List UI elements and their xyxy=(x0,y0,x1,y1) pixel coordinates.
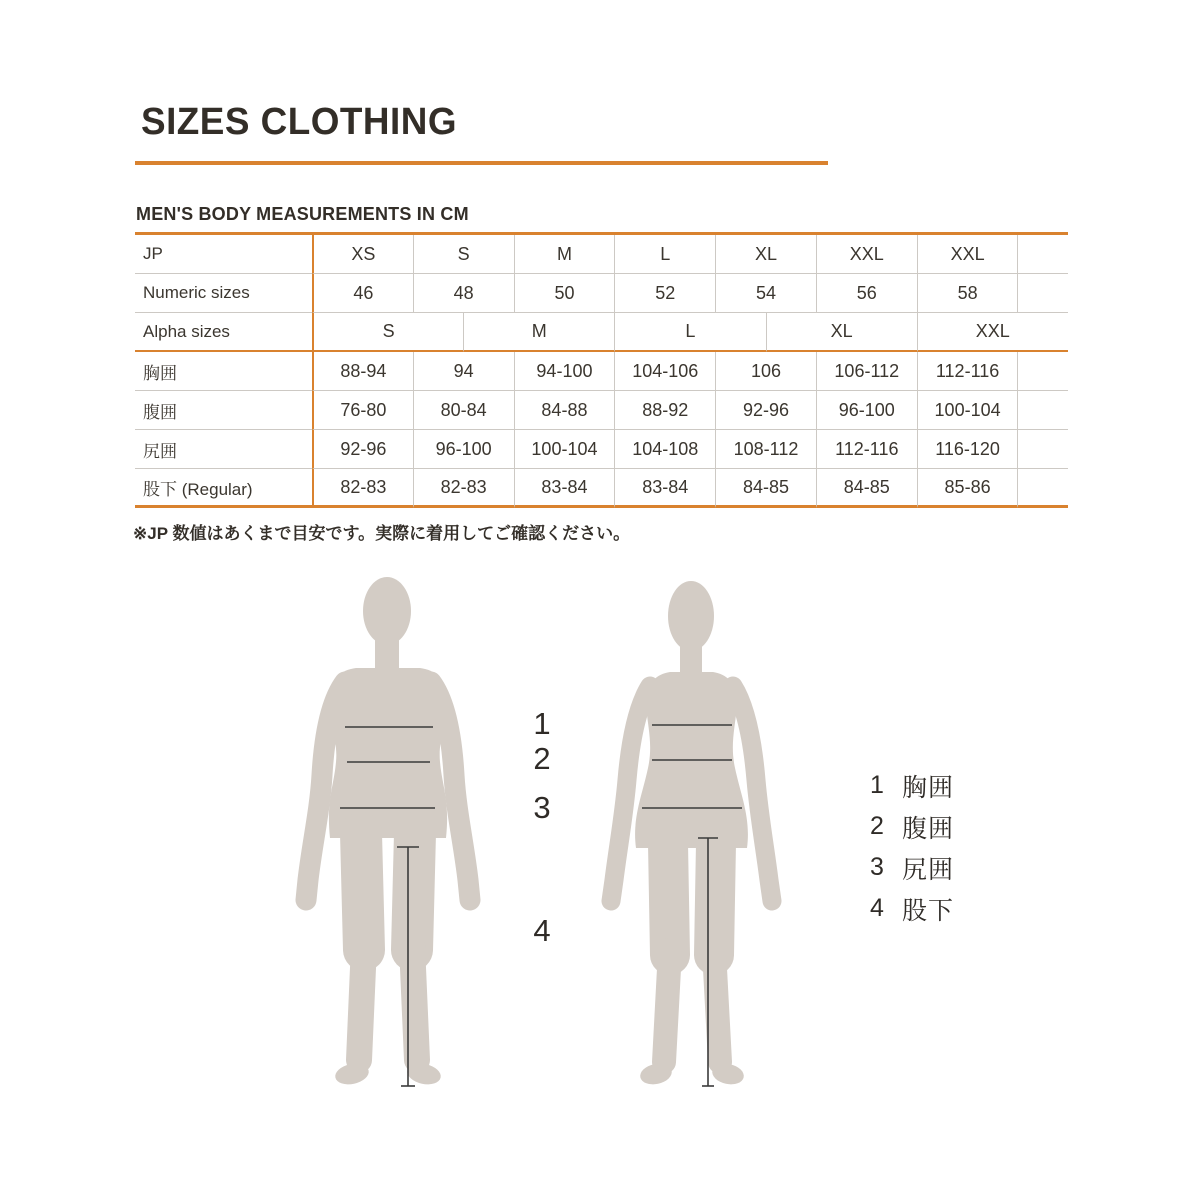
pointer-number-3: 3 xyxy=(533,790,551,825)
measure-cell: 104-108 xyxy=(614,430,715,469)
measure-cell: 83-84 xyxy=(514,469,615,508)
size-cell: 48 xyxy=(413,274,514,313)
row-label-jp: JP xyxy=(135,235,312,274)
pointer-number-2: 2 xyxy=(533,741,551,776)
size-cell: 50 xyxy=(514,274,615,313)
size-cell: L xyxy=(614,313,765,352)
size-cell: XXL xyxy=(917,235,1018,274)
row-label-alpha-sizes: Alpha sizes xyxy=(135,313,312,352)
measure-cell: 96-100 xyxy=(816,391,917,430)
empty-cell xyxy=(1017,235,1067,274)
measure-cell: 88-94 xyxy=(312,352,413,391)
page-title: SIZES CLOTHING xyxy=(141,101,458,143)
row-label-waist: 腹囲 xyxy=(135,391,312,430)
measure-cell: 84-88 xyxy=(514,391,615,430)
jp-size-note: ※JP 数値はあくまで目安です。実際に着用してご確認ください。 xyxy=(133,524,631,543)
measure-cell: 85-86 xyxy=(917,469,1018,508)
measure-cell: 92-96 xyxy=(312,430,413,469)
measure-cell: 106 xyxy=(715,352,816,391)
body-measurement-diagram xyxy=(280,565,800,1100)
measure-cell: 106-112 xyxy=(816,352,917,391)
size-cell: 52 xyxy=(614,274,715,313)
measure-cell: 88-92 xyxy=(614,391,715,430)
size-cell: XL xyxy=(766,313,917,352)
legend-label: 胸囲 xyxy=(902,773,955,802)
size-cell: 54 xyxy=(715,274,816,313)
pointer-number-4: 4 xyxy=(533,913,551,948)
measure-cell: 96-100 xyxy=(413,430,514,469)
measure-cell: 116-120 xyxy=(917,430,1018,469)
size-cell: 56 xyxy=(816,274,917,313)
empty-cell xyxy=(1017,391,1067,430)
legend-number: 1 xyxy=(870,771,884,799)
size-cell: XXL xyxy=(917,313,1068,352)
empty-cell xyxy=(1017,430,1067,469)
measure-cell: 108-112 xyxy=(715,430,816,469)
size-cell: L xyxy=(614,235,715,274)
legend-label: 腹囲 xyxy=(902,814,955,843)
size-cell: XXL xyxy=(816,235,917,274)
measure-cell: 76-80 xyxy=(312,391,413,430)
legend-number: 3 xyxy=(870,853,884,881)
measure-cell: 100-104 xyxy=(514,430,615,469)
size-cell: M xyxy=(463,313,614,352)
measure-cell: 112-116 xyxy=(917,352,1018,391)
mens-size-table xyxy=(135,232,1068,508)
row-label-inseam: 股下 (Regular) xyxy=(135,469,312,508)
legend-item-hip xyxy=(866,847,954,888)
legend-number: 2 xyxy=(870,812,884,840)
measure-cell: 84-85 xyxy=(816,469,917,508)
pointer-number-1: 1 xyxy=(533,706,551,741)
measure-cell: 83-84 xyxy=(614,469,715,508)
size-cell: XL xyxy=(715,235,816,274)
size-cell: M xyxy=(514,235,615,274)
row-label-hip: 尻囲 xyxy=(135,430,312,469)
measure-cell: 84-85 xyxy=(715,469,816,508)
legend-number: 4 xyxy=(870,894,884,922)
legend-label: 尻囲 xyxy=(902,855,955,884)
measure-cell: 94-100 xyxy=(514,352,615,391)
measure-cell: 80-84 xyxy=(413,391,514,430)
measure-cell: 94 xyxy=(413,352,514,391)
measure-cell: 82-83 xyxy=(312,469,413,508)
measure-cell: 92-96 xyxy=(715,391,816,430)
empty-cell xyxy=(1017,469,1067,508)
size-cell: XS xyxy=(312,235,413,274)
row-label-chest: 胸囲 xyxy=(135,352,312,391)
legend-item-waist xyxy=(866,806,954,847)
row-label-numeric-sizes: Numeric sizes xyxy=(135,274,312,313)
table-subtitle: MEN'S BODY MEASUREMENTS IN CM xyxy=(136,204,469,224)
empty-cell xyxy=(1017,352,1067,391)
legend-item-chest xyxy=(866,765,954,806)
female-figure-silhouette xyxy=(611,581,772,1087)
measure-cell: 100-104 xyxy=(917,391,1018,430)
measure-cell: 82-83 xyxy=(413,469,514,508)
size-cell: 46 xyxy=(312,274,413,313)
legend-label: 股下 xyxy=(902,896,955,925)
size-cell: S xyxy=(413,235,514,274)
empty-cell xyxy=(1017,274,1067,313)
measure-cell: 112-116 xyxy=(816,430,917,469)
legend-item-inseam xyxy=(866,888,954,929)
measure-cell: 104-106 xyxy=(614,352,715,391)
measurement-legend xyxy=(866,765,954,929)
male-figure-silhouette xyxy=(306,577,470,1087)
size-cell: 58 xyxy=(917,274,1018,313)
size-cell: S xyxy=(312,313,463,352)
title-underline-rule xyxy=(135,161,828,165)
